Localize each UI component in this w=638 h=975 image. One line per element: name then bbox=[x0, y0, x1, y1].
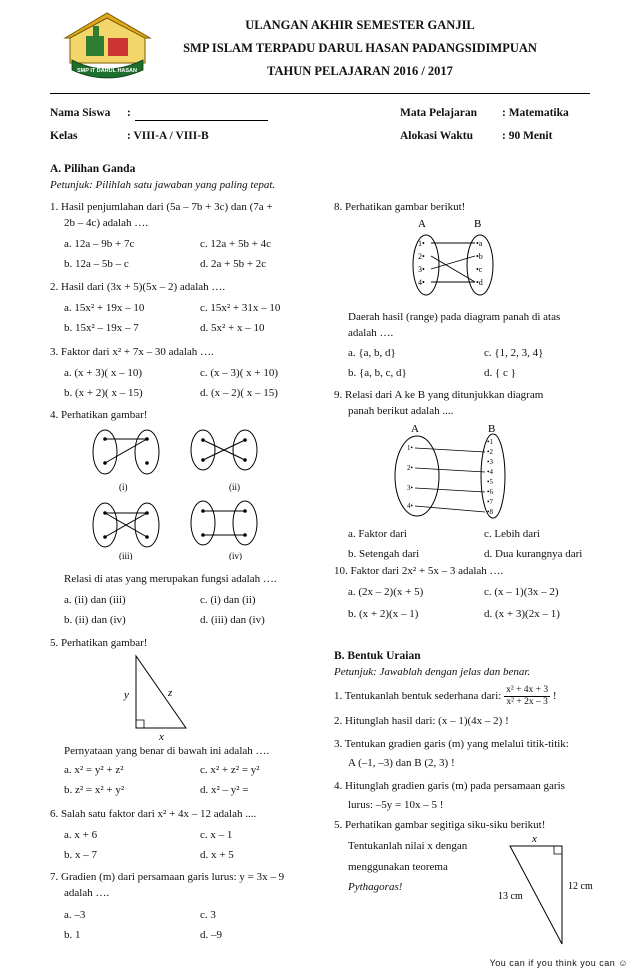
student-name-blank[interactable] bbox=[135, 120, 268, 121]
b-q1 bbox=[334, 685, 557, 708]
student-name-label: Nama Siswa bbox=[50, 107, 111, 119]
q4-label-iii: (iii) bbox=[119, 551, 133, 560]
q9-b-4: •4 bbox=[487, 468, 493, 476]
b-q3-text-1: 3. Tentukan gradien garis (m) yang melalui titik-titik: bbox=[334, 738, 569, 750]
q4-label-iv: (iv) bbox=[229, 551, 242, 560]
b-q5-text-3: menggunakan teorema bbox=[348, 861, 448, 873]
q5-right-triangle bbox=[110, 650, 200, 740]
logo-text: SMP IT DARUL HASAN bbox=[77, 68, 137, 74]
q8-set-b: B bbox=[474, 218, 482, 230]
q8-option-a[interactable]: a. {a, b, d} bbox=[348, 347, 396, 359]
b-q3-text-2: A (–1, –3) dan B (2, 3) ! bbox=[348, 757, 455, 769]
header-divider bbox=[50, 93, 590, 94]
b-q5-side-hyp: 13 cm bbox=[498, 891, 523, 902]
b-q1-denominator: x² + 2x – 3 bbox=[506, 697, 548, 707]
q8-a-2: 2• bbox=[418, 252, 425, 261]
q6-text: 6. Salah satu faktor dari x² + 4x – 12 adalah .... bbox=[50, 808, 257, 820]
q1-option-b[interactable]: b. 12a – 5b – c bbox=[64, 258, 129, 270]
b-q5-right-triangle bbox=[490, 832, 605, 950]
q9-set-a: A bbox=[411, 423, 419, 435]
q9-option-d[interactable]: d. Dua kurangnya dari bbox=[484, 548, 583, 560]
q2-option-b[interactable]: b. 15x² – 19x – 7 bbox=[64, 322, 139, 334]
subject-label: Mata Pelajaran bbox=[400, 107, 477, 119]
b-q2: 2. Hitunglah hasil dari: (x – 1)(4x – 2) ! bbox=[334, 715, 509, 727]
q9-b-8: •8 bbox=[487, 508, 493, 516]
b-q5-side-right: 12 cm bbox=[568, 881, 593, 892]
section-b-title: B. Bentuk Uraian bbox=[334, 650, 421, 662]
q1-text-1: 1. Hasil penjumlahan dari (5a – 7b + 3c) dan (7a + bbox=[50, 201, 273, 213]
school-logo bbox=[60, 8, 155, 88]
q9-option-b[interactable]: b. Setengah dari bbox=[348, 548, 420, 560]
q9-b-2: •2 bbox=[487, 448, 493, 456]
q9-a-4: 4• bbox=[407, 502, 413, 510]
q4-text-2: Relasi di atas yang merupakan fungsi adalah …. bbox=[64, 573, 277, 585]
q8-arrow-diagram bbox=[400, 215, 510, 300]
q6-option-d[interactable]: d. x + 5 bbox=[200, 849, 234, 861]
q9-b-5: •5 bbox=[487, 478, 493, 486]
q7-text-1: 7. Gradien (m) dari persamaan garis lurus: y = 3x – 9 bbox=[50, 871, 285, 883]
q8-set-a: A bbox=[418, 218, 426, 230]
q5-option-a[interactable]: a. x² = y² + z² bbox=[64, 764, 124, 776]
q9-a-1: 1• bbox=[407, 444, 413, 452]
b-q1-numerator: x² + 4x + 3 bbox=[506, 685, 549, 695]
q8-option-c[interactable]: c. {1, 2, 3, 4} bbox=[484, 347, 544, 359]
q2-text: 2. Hasil dari (3x + 5)(5x – 2) adalah …. bbox=[50, 281, 226, 293]
class-value: : VIII-A / VIII-B bbox=[127, 130, 209, 142]
q5-option-c[interactable]: c. x² + z² = y² bbox=[200, 764, 260, 776]
section-a-title: A. Pilihan Ganda bbox=[50, 163, 136, 175]
q5-side-x: x bbox=[159, 731, 164, 740]
q1-option-a[interactable]: a. 12a – 9b + 7c bbox=[64, 238, 135, 250]
q8-option-d[interactable]: d. { c } bbox=[484, 367, 516, 379]
q5-side-z: z bbox=[168, 687, 173, 699]
b-q1-text: 1. Tentukanlah bentuk sederhana dari: bbox=[334, 690, 502, 703]
q3-option-b[interactable]: b. (x + 2)( x – 15) bbox=[64, 387, 143, 399]
q9-b-1: •1 bbox=[487, 438, 493, 446]
q7-text-2: adalah …. bbox=[64, 887, 110, 899]
q4-option-d[interactable]: d. (iii) dan (iv) bbox=[200, 614, 265, 626]
q2-option-a[interactable]: a. 15x² + 19x – 10 bbox=[64, 302, 145, 314]
q6-option-c[interactable]: c. x – 1 bbox=[200, 829, 233, 841]
q4-option-b[interactable]: b. (ii) dan (iv) bbox=[64, 614, 126, 626]
b-q5-text-2: Tentukanlah nilai x dengan bbox=[348, 840, 468, 852]
q5-option-b[interactable]: b. z² = x² + y² bbox=[64, 784, 125, 796]
q10-text: 10. Faktor dari 2x² + 5x – 3 adalah …. bbox=[334, 565, 504, 577]
q10-option-a[interactable]: a. (2x – 2)(x + 5) bbox=[348, 586, 424, 598]
header-line-3: TAHUN PELAJARAN 2016 / 2017 bbox=[267, 64, 453, 78]
q3-option-d[interactable]: d. (x – 2)( x – 15) bbox=[200, 387, 278, 399]
q1-option-c[interactable]: c. 12a + 5b + 4c bbox=[200, 238, 272, 250]
b-q1-end: ! bbox=[552, 690, 557, 703]
q9-text-2: panah berikut adalah .... bbox=[348, 405, 454, 417]
b-q4-text-1: 4. Hitunglah gradien garis (m) pada persamaan garis bbox=[334, 780, 565, 792]
q8-b-c: •c bbox=[476, 265, 483, 274]
q9-option-a[interactable]: a. Faktor dari bbox=[348, 528, 407, 540]
subject-value: : Matematika bbox=[502, 107, 569, 119]
q3-text: 3. Faktor dari x² + 7x – 30 adalah …. bbox=[50, 346, 214, 358]
q9-a-3: 3• bbox=[407, 484, 413, 492]
b-q5-side-x: x bbox=[532, 833, 537, 845]
q4-label-ii: (ii) bbox=[229, 482, 240, 492]
q4-text: 4. Perhatikan gambar! bbox=[50, 409, 148, 421]
q7-option-d[interactable]: d. –9 bbox=[200, 929, 222, 941]
q5-text-2: Pernyataan yang benar di bawah ini adalah …. bbox=[64, 745, 270, 757]
q5-text: 5. Perhatikan gambar! bbox=[50, 637, 148, 649]
header-line-2: SMP ISLAM TERPADU DARUL HASAN PADANGSIDIMPUAN bbox=[183, 41, 537, 55]
q5-option-d[interactable]: d. x² – y² = bbox=[200, 784, 249, 796]
b-q1-fraction bbox=[504, 685, 550, 708]
q8-a-3: 3• bbox=[418, 265, 425, 274]
q4-label-i: (i) bbox=[119, 482, 128, 492]
q8-text: 8. Perhatikan gambar berikut! bbox=[334, 201, 466, 213]
q8-b-a: •a bbox=[476, 239, 483, 248]
q9-b-3: •3 bbox=[487, 458, 493, 466]
student-name-colon: : bbox=[127, 107, 131, 119]
q8-option-b[interactable]: b. {a, b, c, d} bbox=[348, 367, 407, 379]
footer-motto: You can if you think you can ☺ bbox=[489, 958, 628, 968]
q8-text-3: adalah …. bbox=[348, 327, 394, 339]
header-line-1: ULANGAN AKHIR SEMESTER GANJIL bbox=[245, 18, 475, 32]
b-q5-text-4: Pythagoras! bbox=[348, 881, 403, 893]
section-b-instruction: Petunjuk: Jawablah dengan jelas dan benar. bbox=[334, 666, 531, 678]
q3-option-a[interactable]: a. (x + 3)( x – 10) bbox=[64, 367, 142, 379]
q9-set-b: B bbox=[488, 423, 496, 435]
q10-option-c[interactable]: c. (x – 1)(3x – 2) bbox=[484, 586, 559, 598]
q1-option-d[interactable]: d. 2a + 5b + 2c bbox=[200, 258, 267, 270]
q4-relation-diagrams bbox=[85, 425, 285, 560]
time-value: : 90 Menit bbox=[502, 130, 553, 142]
q3-option-c[interactable]: c. (x – 3)( x + 10) bbox=[200, 367, 278, 379]
q7-option-c[interactable]: c. 3 bbox=[200, 909, 216, 921]
q2-option-d[interactable]: d. 5x² + x – 10 bbox=[200, 322, 265, 334]
q7-option-a[interactable]: a. –3 bbox=[64, 909, 86, 921]
q9-option-c[interactable]: c. Lebih dari bbox=[484, 528, 540, 540]
q8-b-b: •b bbox=[476, 252, 483, 261]
q9-b-6: •6 bbox=[487, 488, 493, 496]
b-q4-text-2: lurus: –5y = 10x – 5 ! bbox=[348, 799, 444, 811]
q9-text-1: 9. Relasi dari A ke B yang ditunjukkan diagram bbox=[334, 389, 544, 401]
time-label: Alokasi Waktu bbox=[400, 130, 473, 142]
q4-option-c[interactable]: c. (i) dan (ii) bbox=[200, 594, 256, 606]
class-label: Kelas bbox=[50, 130, 78, 142]
q6-option-b[interactable]: b. x – 7 bbox=[64, 849, 97, 861]
q10-option-d[interactable]: d. (x + 3)(2x – 1) bbox=[484, 608, 560, 620]
q9-b-7: •7 bbox=[487, 498, 493, 506]
q8-b-d: •d bbox=[476, 278, 483, 287]
q10-option-b[interactable]: b. (x + 2)(x – 1) bbox=[348, 608, 419, 620]
q4-option-a[interactable]: a. (ii) dan (iii) bbox=[64, 594, 126, 606]
q8-a-4: 4• bbox=[418, 278, 425, 287]
section-a-instruction: Petunjuk: Pilihlah satu jawaban yang paling tepat. bbox=[50, 179, 276, 191]
q1-text-2: 2b – 4c) adalah …. bbox=[64, 217, 148, 229]
q9-arrow-diagram bbox=[385, 420, 525, 520]
q8-a-1: 1• bbox=[418, 239, 425, 248]
q2-option-c[interactable]: c. 15x² + 31x – 10 bbox=[200, 302, 281, 314]
q8-text-2: Daerah hasil (range) pada diagram panah di atas bbox=[348, 311, 561, 323]
q7-option-b[interactable]: b. 1 bbox=[64, 929, 81, 941]
q6-option-a[interactable]: a. x + 6 bbox=[64, 829, 98, 841]
b-q5-text-1: 5. Perhatikan gambar segitiga siku-siku berikut! bbox=[334, 819, 546, 831]
q5-side-y: y bbox=[124, 689, 129, 701]
q9-a-2: 2• bbox=[407, 464, 413, 472]
